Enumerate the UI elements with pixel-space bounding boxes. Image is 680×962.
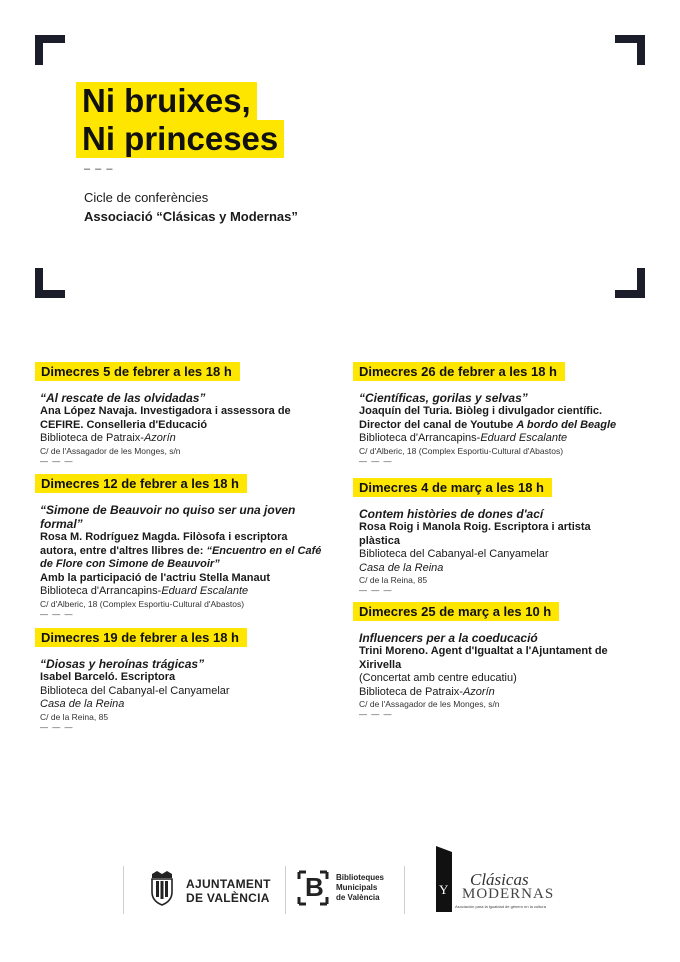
event-place: Biblioteca de Patraix-Azorín (40, 432, 176, 444)
event-address: C/ de l'Assagador de les Monges, s/n (359, 699, 500, 709)
footer-separator (404, 866, 405, 914)
event-speaker: Trini Moreno. Agent d'Igualtat a l'Ajuntament de Xirivella (359, 645, 608, 671)
event-speaker: Joaquín del Turia. Biòleg i divulgador científic. Director del canal de Youtube A bordo del Beagle (359, 405, 617, 431)
event-speaker: Rosa M. Rodríguez Magda. Filòsofa i escriptora autora, entre d'altres llibres de: “Encuentro en el Café de Flore con Simone de Beauvoir” (40, 531, 322, 570)
event-date: Dimecres 5 de febrer a les 18 h (35, 362, 240, 381)
organizer: Associació “Clásicas y Modernas” (84, 209, 298, 224)
biblioteques-line3: de València (336, 893, 380, 902)
event-speaker: Isabel Barceló. Escriptora (40, 671, 176, 683)
event-right-1 (353, 362, 643, 466)
event-dash: — — — (359, 456, 393, 466)
event-dash: — — — (40, 456, 74, 466)
event-dash: — — — (359, 586, 393, 595)
biblioteques-letter: B (305, 872, 324, 902)
event-place-name: Casa de la Reina (359, 561, 444, 574)
event-address: C/ de l'Assagador de les Monges, s/n (40, 445, 181, 456)
biblioteques-line1: Biblioteques (336, 873, 385, 882)
event-address: C/ de la Reina, 85 (359, 575, 428, 585)
event-date: Dimecres 26 de febrer a les 18 h (353, 362, 565, 381)
title-line-1: Ni bruixes, (76, 82, 257, 120)
event-date: Dimecres 25 de març a les 10 h (353, 602, 559, 621)
event-left-2 (35, 474, 325, 619)
corner-bracket-bottom-right (615, 268, 645, 298)
corner-bracket-bottom-left (35, 268, 65, 298)
event-title: “Al rescate de las olvidadas” (40, 391, 206, 405)
clasicas-tagline: Asociación para la igualdad de género en la cultura (455, 904, 546, 909)
title-line-2: Ni princeses (76, 120, 284, 158)
event-right-3 (353, 602, 643, 719)
footer-separator (285, 866, 286, 914)
ajuntament-line1: AJUNTAMENT (186, 877, 271, 891)
event-address: C/ d'Alberic, 18 (Complex Esportiu-Cultural d'Abastos) (359, 445, 564, 456)
event-note: (Concertat amb centre educatiu) (359, 672, 517, 684)
event-dash: — — — (40, 609, 74, 619)
event-title: “Científicas, gorilas y selvas” (359, 391, 528, 405)
clasicas-word: Clásicas (470, 870, 529, 889)
event-place-name: Casa de la Reina (40, 698, 125, 710)
event-left-1 (35, 362, 325, 466)
event-extra: Amb la participació de l'actriu Stella Manaut (40, 571, 271, 584)
event-left-3 (35, 628, 325, 732)
title-dashes: – – – (84, 163, 114, 175)
event-place: Biblioteca del Cabanyal-el Canyamelar (359, 548, 549, 560)
event-dash: — — — (359, 710, 393, 719)
clasicas-y: Y (439, 882, 449, 897)
ajuntament-line2: DE VALÈNCIA (186, 891, 270, 905)
event-address: C/ de la Reina, 85 (40, 711, 109, 722)
event-speaker: Rosa Roig i Manola Roig. Escriptora i artista plàstica (359, 521, 591, 547)
modernas-word: MODERNAS (462, 886, 555, 902)
event-right-2 (353, 478, 643, 595)
subtitle: Cicle de conferències (84, 190, 209, 205)
event-place: Biblioteca del Cabanyal-el Canyamelar (40, 684, 230, 697)
event-place: Biblioteca d'Arrancapins-Eduard Escalante (40, 585, 249, 597)
event-place: Biblioteca de Patraix-Azorín (359, 685, 495, 698)
event-dash: — — — (40, 722, 74, 732)
event-date: Dimecres 4 de març a les 18 h (353, 478, 552, 497)
event-date: Dimecres 12 de febrer a les 18 h (35, 474, 247, 493)
event-title: Contem històries de dones d'ací (359, 507, 544, 521)
event-title: Influencers per a la coeducació (359, 631, 538, 645)
event-title: “Diosas y heroínas trágicas” (40, 657, 205, 671)
event-date: Dimecres 19 de febrer a les 18 h (35, 628, 247, 647)
ajuntament-crest-icon (149, 870, 175, 906)
event-place: Biblioteca d'Arrancapins-Eduard Escalante (359, 432, 568, 444)
event-title: “Simone de Beauvoir no quiso ser una joven formal” (40, 503, 296, 531)
footer-separator (123, 866, 124, 914)
corner-bracket-top-right (615, 35, 645, 65)
event-address: C/ d'Alberic, 18 (Complex Esportiu-Cultural d'Abastos) (40, 598, 245, 609)
corner-bracket-top-left (35, 35, 65, 65)
clasicas-logo-bar (434, 846, 458, 912)
event-speaker: Ana López Navaja. Investigadora i assessora de CEFIRE. Conselleria d'Educació (40, 405, 291, 431)
biblioteques-line2: Municipals (336, 883, 378, 892)
